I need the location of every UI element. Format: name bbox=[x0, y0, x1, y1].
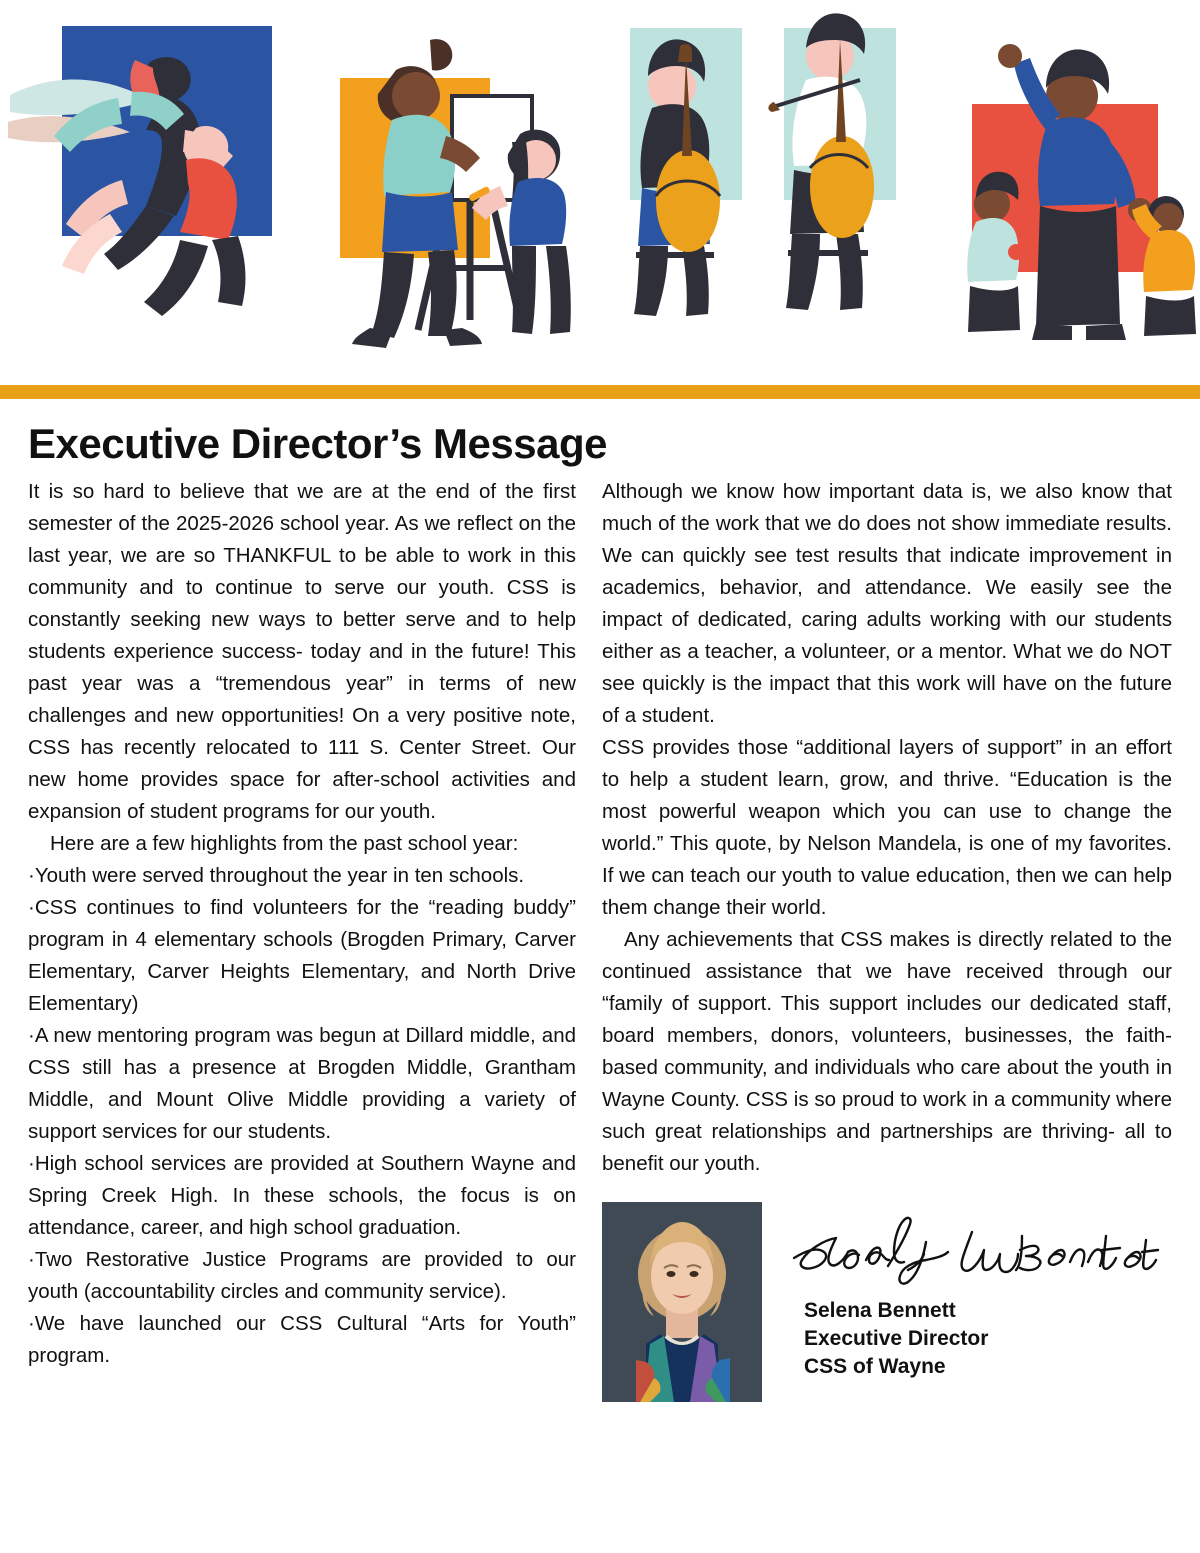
bullet-mentoring: ·A new mentoring program was begun at Dillard middle, and CSS still has a presence at Brogden Middle, Grantham Middle, and Mount Olive Middle providing a variety of support services for our students. bbox=[28, 1023, 576, 1143]
signer-name: Selena Bennett bbox=[804, 1298, 956, 1322]
paragraph-achievements: Any achievements that CSS makes is directly related to the continued assistance that we have received through our “family of support. This support includes our dedicated staff, board members, donors, volunteers, businesses, the faith-based community, and individuals who care about the youth in Wayne County. CSS is so proud to work in a community where such great relationships and partnerships are thriving- all to benefit our youth. bbox=[602, 927, 1172, 1175]
left-column bbox=[28, 476, 576, 1371]
bullet-reading-buddy: ·CSS continues to find volunteers for the “reading buddy” program in 4 elementary schools (Brogden Primary, Carver Elementary, Carver Heights Elementary, and North Drive Elementary) bbox=[28, 895, 576, 1015]
signer-organization: CSS of Wayne bbox=[804, 1354, 946, 1378]
bullet-restorative-justice: ·Two Restorative Justice Programs are provided to our youth (accountability circles and community service). bbox=[28, 1247, 576, 1303]
right-column bbox=[602, 476, 1172, 1401]
paragraph-layers-of-support: CSS provides those “additional layers of support” in an effort to help a student learn, grow, and thrive. “Education is the most powerful weapon which you can use to change the world.” This quote, by Nelson Mandela, is one of my favorites. If we can teach our youth to value education, then we can help them change their world. bbox=[602, 736, 1172, 919]
page-title: Executive Director’s Message bbox=[28, 420, 607, 467]
header-illustration bbox=[0, 0, 1200, 385]
signature-name-block bbox=[776, 1297, 1176, 1381]
headshot-photo bbox=[602, 1202, 762, 1402]
divider-spacer bbox=[0, 399, 1200, 411]
signature-text-area bbox=[762, 1202, 1176, 1381]
signer-role: Executive Director bbox=[804, 1326, 989, 1350]
bullet-high-school: ·High school services are provided at Southern Wayne and Spring Creek High. In these schools, the focus is on attendance, career, and high school graduation. bbox=[28, 1151, 576, 1239]
signature-block bbox=[602, 1202, 1172, 1402]
gold-divider-rule bbox=[0, 385, 1200, 399]
paragraph-intro: It is so hard to believe that we are at the end of the first semester of the 2025-2026 school year. As we reflect on the last year, we are so THANKFUL to be able to work in this community and to continue to serve our youth. CSS is constantly seeking new ways to better serve and to help students experience success- today and in the future! This past year was a “tremendous year” in terms of new challenges and new opportunities! On a very positive note, CSS has recently relocated to 111 S. Center Street. Our new home provides space for after-school activities and expansion of student programs for our youth. bbox=[28, 480, 576, 824]
avatar bbox=[602, 1202, 762, 1402]
handwritten-signature bbox=[776, 1212, 1176, 1290]
header-illustration-graphic bbox=[0, 0, 1200, 385]
article-body bbox=[0, 476, 1200, 1401]
paragraph-highlights-lead: Here are a few highlights from the past school year: bbox=[50, 832, 519, 856]
bullet-arts-for-youth: ·We have launched our CSS Cultural “Arts for Youth” program. bbox=[28, 1311, 576, 1367]
paragraph-data-impact: Although we know how important data is, we also know that much of the work that we do does not show immediate results. We can quickly see test results that indicate improvement in academics, behavior, and attendance. We easily see the impact of dedicated, caring adults working with our students either as a teacher, a volunteer, or a mentor. What we do NOT see quickly is the impact that this work will have on the future of a student. bbox=[602, 480, 1172, 728]
bullet-schools-served: ·Youth were served throughout the year in ten schools. bbox=[28, 863, 525, 887]
